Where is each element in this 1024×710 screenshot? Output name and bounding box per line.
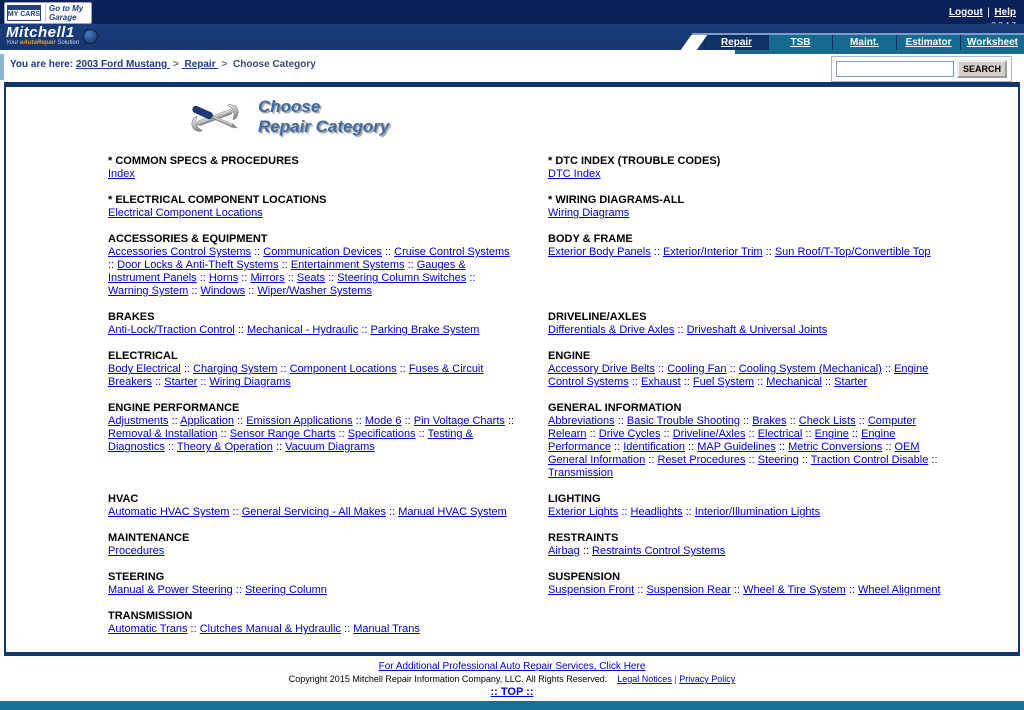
footer [0,656,1024,701]
category-links [548,246,956,259]
breadcrumb-separator: > [172,59,179,70]
category-link[interactable]: Vacuum Diagrams [285,441,375,453]
link-separator: :: [168,415,181,427]
search-button[interactable]: SEARCH [957,60,1007,78]
category-link[interactable]: Seats [296,272,326,284]
link-separator: :: [682,506,695,518]
link-separator: :: [217,428,230,440]
category-section [548,493,956,519]
link-separator: :: [928,454,938,466]
link-separator: :: [278,259,291,271]
category-section [548,610,956,636]
link-separator: :: [358,324,371,336]
category-link[interactable]: Mechanical - Hydraulic [247,324,359,336]
link-separator: :: [762,246,775,258]
category-link[interactable]: Exterior/Interior Trim [662,246,763,258]
category-link[interactable]: Cruise Control Systems [394,246,510,258]
category-link[interactable]: Manual HVAC System [398,506,507,518]
search-input[interactable] [836,61,954,77]
category-links [548,584,956,597]
category-link[interactable]: Fuses & Circuit Breakers [108,363,484,388]
plate-label: MY CARS [7,11,41,18]
breadcrumb-row [0,54,1024,82]
main-content [4,82,1020,656]
category-links [108,584,516,597]
category-link[interactable]: Theory & Operation [176,441,273,453]
link-separator: :: [848,428,862,440]
category-links [108,623,516,636]
category-link[interactable]: Basic Trouble Shooting [626,415,741,427]
category-link[interactable]: Restraints Control Systems [592,545,726,557]
category-link[interactable]: Mechanical [766,376,822,388]
category-heading: SUSPENSION [548,571,621,583]
link-separator: :: [466,272,476,284]
category-link[interactable]: Adjustments [108,415,169,427]
link-separator: :: [277,363,290,375]
link-separator: :: [614,415,627,427]
category-heading: RESTRAINTS [548,532,619,544]
back-to-top-link[interactable]: :: TOP :: [490,686,534,698]
category-link[interactable]: Headlights [630,506,683,518]
logout-link[interactable]: Logout [948,7,983,18]
link-separator: :: [740,415,753,427]
category-link[interactable]: Engine Performance [548,428,896,453]
link-separator: :: [610,441,624,453]
link-separator: :: [882,441,895,453]
category-link[interactable]: Engine [814,428,849,440]
category-link[interactable]: Mode 6 [364,415,402,427]
link-separator: :: [396,363,409,375]
link-separator: :: [385,506,399,518]
category-link[interactable]: Brakes [752,415,787,427]
category-link[interactable]: MAP Guidelines [697,441,776,453]
breadcrumb-separator: > [221,59,228,70]
additional-services-link[interactable]: For Additional Professional Auto Repair Services, Click Here [378,661,646,672]
category-links [108,363,516,389]
link-separator: :: [180,363,193,375]
link-separator: :: [684,441,698,453]
link-separator: :: [404,259,417,271]
mitchell1-logo [6,25,98,47]
category-heading: DRIVELINE/AXLES [548,311,647,323]
category-link[interactable]: Electrical Component Locations [108,207,263,219]
category-links [548,207,956,220]
link-separator: :: [802,428,815,440]
category-heading: * ELECTRICAL COMPONENT LOCATIONS [108,194,327,206]
category-link[interactable]: Fuel System [692,376,755,388]
category-link[interactable]: DTC Index [548,168,601,180]
category-link[interactable]: Driveshaft & Universal Joints [686,324,828,336]
category-grid [6,151,1018,652]
category-link[interactable]: Door Locks & Anti-Theft Systems [117,259,279,271]
link-separator: :: [238,272,251,284]
copyright-text: Copyright 2015 Mitchell Repair Information Company, LLC. All Rights Reserved. [288,674,608,684]
category-link[interactable]: Gauges & Instrument Panels [108,259,466,284]
category-section [548,402,956,480]
link-separator: :: [415,428,428,440]
bottom-teal-bar [0,701,1024,710]
category-section [108,155,516,181]
link-separator: :: [654,363,668,375]
search-area [831,56,1012,82]
link-separator: :: [660,428,673,440]
category-section [108,311,516,337]
category-link[interactable]: Wiring Diagrams [548,207,630,219]
link-separator: :: [628,376,641,388]
category-link[interactable]: Removal & Installation [108,428,218,440]
category-section [108,194,516,220]
tab-estimator[interactable]: Estimator [896,35,960,50]
category-link[interactable]: Engine Control Systems [548,363,929,388]
link-separator: :: [234,324,247,336]
link-separator: :: [196,272,209,284]
category-link[interactable]: Wheel & Tire System [743,584,846,596]
link-separator: :: [586,428,599,440]
link-separator: :: [325,272,338,284]
category-link[interactable]: Clutches Manual & Hydraulic [199,623,341,635]
category-link[interactable]: Drive Cycles [598,428,661,440]
category-link[interactable]: Horns [208,272,239,284]
link-separator: :: [674,324,687,336]
link-separator: :: [251,246,264,258]
repair-tools-icon [186,97,244,139]
link-separator: :: [881,363,895,375]
category-link[interactable]: Exterior Lights [548,506,619,518]
category-section [548,155,956,181]
category-link[interactable]: Accessories Control Systems [108,246,252,258]
category-link[interactable]: Testing & Diagnostics [108,428,473,453]
category-link[interactable]: Starter [164,376,198,388]
tab-worksheet[interactable]: Worksheet [960,35,1024,50]
category-heading: * WIRING DIAGRAMS-ALL [548,194,685,206]
tab-bar [692,33,1024,50]
category-section [108,493,516,519]
link-separator: :: [187,623,200,635]
link-separator: :: [754,376,767,388]
brand-name: Mitchell1 [6,24,75,41]
category-heading: BODY & FRAME [548,233,633,245]
link-separator: :: [504,415,515,427]
category-link[interactable]: Wiring Diagrams [209,376,291,388]
link-separator: :: [634,584,647,596]
category-link[interactable]: Automatic Trans [108,623,188,635]
link-separator: :: [335,428,348,440]
category-link[interactable]: Traction Control Disable [810,454,929,466]
category-link[interactable]: Transmission [548,467,613,479]
category-link[interactable]: Abbreviations [548,415,615,427]
category-heading: STEERING [108,571,165,583]
link-separator: :: [229,506,242,518]
logo-globe-icon [83,29,98,44]
category-link[interactable]: Automatic HVAC System [108,506,230,518]
category-link[interactable]: OEM General Information [548,441,920,466]
category-section [108,350,516,389]
category-section [108,532,516,558]
category-link[interactable]: Parking Brake System [370,324,480,336]
category-heading: LIGHTING [548,493,601,505]
breadcrumb-items [76,59,316,70]
link-separator: :: [352,415,365,427]
category-section [548,571,956,597]
link-separator: :: [680,376,693,388]
category-links [108,246,516,298]
link-separator: :: [245,285,258,297]
link-separator: :: [232,584,245,596]
tab-repair[interactable]: Repair [704,35,768,50]
page-title-block [186,97,1018,139]
top-bar [0,0,1024,24]
go-to-my-garage-button[interactable] [4,2,92,24]
category-section [108,402,516,480]
link-separator: :: [730,584,744,596]
category-link[interactable]: Identification [623,441,685,453]
link-separator: :: [855,415,868,427]
category-link[interactable]: Cooling System (Mechanical) [738,363,882,375]
category-links [108,168,516,181]
legal-notices-link[interactable]: Legal Notices [617,674,672,684]
help-link[interactable]: Help [994,7,1016,18]
link-separator: :: [188,285,201,297]
category-link[interactable]: Steering Column Switches [337,272,467,284]
category-link[interactable]: Entertainment Systems [290,259,405,271]
category-links [108,415,516,454]
category-links [108,545,516,558]
link-separator: :: [821,376,835,388]
category-link[interactable]: Computer Relearn [548,415,917,440]
breadcrumb-prefix: You are here: [10,59,74,70]
category-link[interactable]: Driveline/Axles [672,428,746,440]
category-heading: ENGINE PERFORMANCE [108,402,240,414]
category-link[interactable]: Sun Roof/T-Top/Convertible Top [774,246,931,258]
category-link[interactable]: Manual & Power Steering [108,584,233,596]
category-section [108,571,516,597]
link-separator: :: [786,415,799,427]
category-heading: BRAKES [108,311,155,323]
category-section [548,350,956,389]
category-link[interactable]: Body Electrical [108,363,181,375]
category-link[interactable]: Reset Procedures [657,454,746,466]
link-separator: :: [798,454,811,466]
category-link[interactable]: Wheel Alignment [858,584,941,596]
category-links [108,207,516,220]
category-link[interactable]: Exhaust [640,376,681,388]
left-edge-strip [0,54,4,80]
breadcrumb-link[interactable]: 2003 Ford Mustang [75,59,170,70]
link-separator: :: [845,584,859,596]
category-heading: HVAC [108,493,139,505]
category-link[interactable]: Application [180,415,234,427]
category-link[interactable]: Metric Conversions [788,441,883,453]
category-link[interactable]: Manual Trans [353,623,420,635]
category-link[interactable]: Component Locations [289,363,397,375]
link-separator: :: [108,259,118,271]
category-links [548,415,956,480]
link-separator: :: [152,376,165,388]
category-link[interactable]: Emission Applications [246,415,353,427]
link-separator: :: [284,272,297,284]
breadcrumb-current: Choose Category [230,59,316,70]
category-link[interactable]: Electrical [757,428,803,440]
link-separator: :: [745,454,758,466]
category-section [548,233,956,298]
category-link[interactable]: Specifications [347,428,416,440]
link-separator: :: [579,545,593,557]
category-links [548,168,956,181]
category-section [548,194,956,220]
category-links [548,363,956,389]
category-link[interactable]: Windows [200,285,246,297]
category-link[interactable]: Procedures [108,545,165,557]
category-section [548,532,956,558]
category-links [548,506,956,519]
category-link[interactable]: Starter [834,376,868,388]
link-separator: :: [726,363,739,375]
link-separator: :: [401,415,414,427]
category-heading: MAINTENANCE [108,532,190,544]
link-separator: :: [233,415,247,427]
category-section [108,233,516,298]
category-section [108,610,516,636]
link-separator: :: [197,376,210,388]
category-link[interactable]: Suspension Rear [646,584,731,596]
category-link[interactable]: Accessory Drive Belts [548,363,655,375]
category-link[interactable]: Pin Voltage Charts [413,415,505,427]
category-heading: ACCESSORIES & EQUIPMENT [108,233,268,245]
link-separator: :: [618,506,631,518]
category-link[interactable]: Index [108,168,135,180]
category-link[interactable]: Sensor Range Charts [229,428,336,440]
category-links [548,324,956,337]
link-separator: :: [340,623,354,635]
category-link[interactable]: Wiper/Washer Systems [257,285,372,297]
category-heading: GENERAL INFORMATION [548,402,682,414]
category-links [108,324,516,337]
my-cars-plate-icon [7,5,41,21]
link-separator: :: [650,246,663,258]
brand-tagline: Your eAutoRepair Solution [6,40,80,46]
category-link[interactable]: General Servicing - All Makes [241,506,386,518]
category-heading: ENGINE [548,350,591,362]
category-link[interactable]: Steering [757,454,799,466]
link-separator: :: [775,441,789,453]
link-separator: :: [381,246,395,258]
category-heading: TRANSMISSION [108,610,193,622]
link-separator: :: [645,454,658,466]
page-title: Choose Repair Category [258,97,390,136]
session-pipe: | [987,7,990,18]
category-link[interactable]: Interior/Illumination Lights [694,506,821,518]
breadcrumb-link[interactable]: Repair [181,59,219,70]
category-section [548,311,956,337]
category-link[interactable]: Exterior Body Panels [548,246,651,258]
category-link[interactable]: Differentials & Drive Axles [548,324,675,336]
link-separator: :: [745,428,758,440]
category-link[interactable]: Mirrors [250,272,285,284]
tab-tsb[interactable]: TSB [768,35,832,50]
category-link[interactable]: Anti-Lock/Traction Control [108,324,235,336]
category-heading: * DTC INDEX (TROUBLE CODES) [548,155,721,167]
category-link[interactable]: Charging System [193,363,278,375]
category-link[interactable]: Airbag [548,545,580,557]
privacy-policy-link[interactable]: Privacy Policy [679,674,736,684]
category-link[interactable]: Cooling Fan [667,363,727,375]
copyright-line: Copyright 2015 Mitchell Repair Information Company, LLC. All Rights Reserved. Legal Notices | Privacy Policy [288,674,736,684]
category-heading: * COMMON SPECS & PROCEDURES [108,155,299,167]
category-link[interactable]: Warning System [108,285,189,297]
garage-button-label: Go to My Garage [45,4,87,22]
link-separator: :: [164,441,177,453]
tab-maint[interactable]: Maint. [832,35,896,50]
category-heading: ELECTRICAL [108,350,178,362]
category-links [548,545,956,558]
breadcrumb [10,59,316,70]
category-link[interactable]: Check Lists [798,415,856,427]
category-link[interactable]: Steering Column [244,584,327,596]
category-link[interactable]: Communication Devices [263,246,382,258]
category-link[interactable]: Suspension Front [548,584,635,596]
link-separator: :: [272,441,286,453]
category-links [108,506,516,519]
brand-band [0,24,1024,50]
